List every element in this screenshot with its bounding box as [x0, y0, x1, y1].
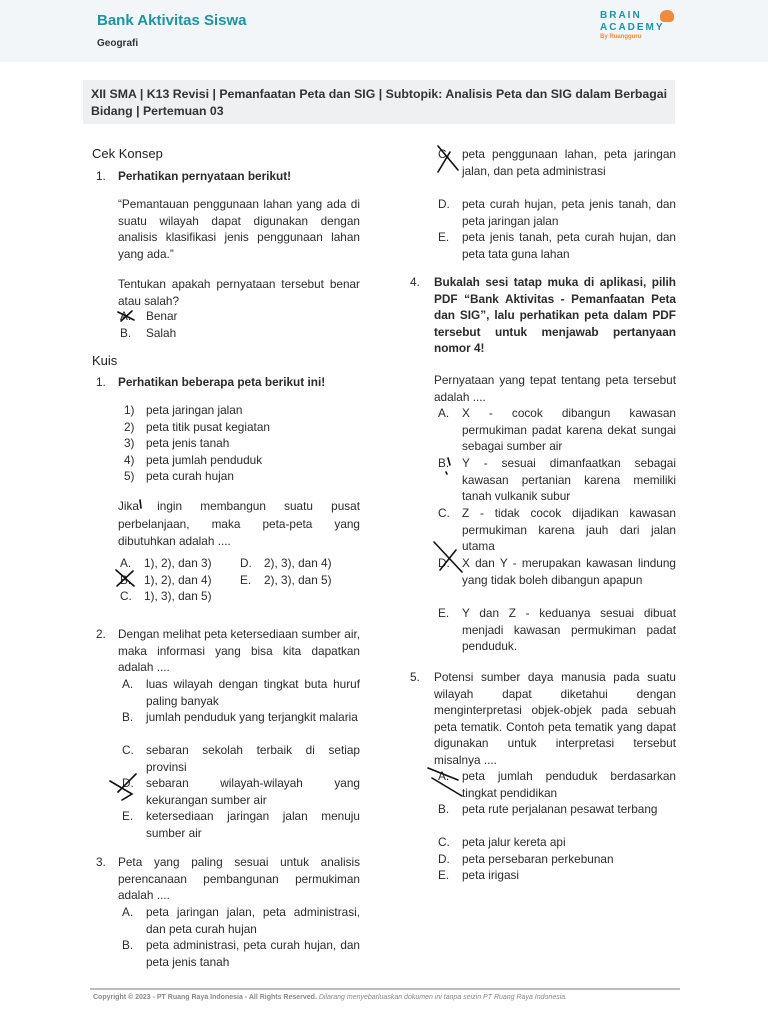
option-text: peta penggunaan lahan, peta jaringan jalan, dan peta administrasi: [462, 147, 676, 178]
topic-banner: XII SMA | K13 Revisi | Pemanfaatan Peta dan SIG | Subtopik: Analisis Peta dan SIG dalam Berbagai Bidang | Pertemuan 03: [83, 80, 675, 124]
list-item: peta jaringan jalan: [146, 403, 243, 417]
option-text: 2), 3), dan 4): [264, 556, 332, 570]
question-title: Bukalah sesi tatap muka di aplikasi, pilih PDF “Bank Aktivitas - Pemanfaatan Peta dan SIG”, lalu perhatikan peta dalam PDF tersebut untuk menjawab pertanyaan nomor 4!: [434, 275, 676, 356]
option-text: peta jenis tanah, peta curah hujan, dan peta tata guna lahan: [462, 230, 676, 261]
logo-icon: [660, 10, 674, 22]
option-text: 1), 2), dan 3): [144, 556, 212, 570]
option-text: luas wilayah dengan tingkat buta huruf paling banyak: [146, 677, 360, 708]
question-text: Peta yang paling sesuai untuk analisis perencanaan pembangunan permukiman adalah ....: [118, 855, 360, 903]
question-title: Perhatikan beberapa peta berikut ini!: [118, 375, 326, 389]
question-ask: Jika ingin membangun suatu pusat perbelanjaan, maka peta-peta yang dibutuhkan adalah ....: [118, 499, 360, 548]
footer: [93, 994, 567, 1001]
list-item: peta jenis tanah: [146, 436, 230, 450]
page-header: [0, 0, 768, 62]
option-text: sebaran wilayah-wilayah yang kekurangan sumber air: [146, 776, 360, 807]
option-text: peta jalur kereta api: [462, 835, 566, 849]
question-ask: Tentukan apakah pernyataan tersebut benar atau salah?: [118, 277, 360, 308]
section-heading-kuis: Kuis: [92, 353, 118, 368]
footer-divider: [90, 988, 680, 990]
question-text: Potensi sumber daya manusia pada suatu wilayah dapat diketahui dengan menginterpretasi objek-objek pada sebuah peta tematik. Contoh peta tematik yang dapat digunakan untuk interpretasi tersebut misalnya ....: [434, 670, 676, 767]
option-text: peta curah hujan, peta jenis tanah, dan peta jaringan jalan: [462, 197, 676, 228]
option-text: peta persebaran perkebunan: [462, 852, 614, 866]
option-text: Y dan Z - keduanya sesuai dibuat menjadi kawasan permukiman padat penduduk.: [462, 606, 676, 654]
notice-text: Dilarang menyebarluaskan dokumen ini tanpa seizin PT Ruang Raya Indonesia.: [318, 994, 568, 1001]
option-text: 1), 3), dan 5): [144, 589, 212, 603]
option-text: 1), 2), dan 4): [144, 573, 212, 587]
option-text: Y - sesuai dimanfaatkan sebagai kawasan pertanian karena memiliki tanah vulkanik subur: [462, 456, 676, 504]
copyright-text: Copyright © 2023 - PT Ruang Raya Indonesia - All Rights Reserved.: [93, 994, 317, 1001]
option-text: peta jaringan jalan, peta administrasi, dan peta curah hujan: [146, 905, 360, 936]
page-title: Bank Aktivitas Siswa: [97, 12, 247, 29]
question-title: Perhatikan pernyataan berikut!: [118, 169, 292, 183]
option-text: Z - tidak cocok dijadikan kawasan permukiman karena jauh dari jalan utama: [462, 506, 676, 554]
section-heading-cek-konsep: Cek Konsep: [92, 146, 163, 161]
option-text: X - cocok dibangun kawasan permukiman padat karena dekat sungai sebagai sumber air: [462, 406, 676, 454]
brain-academy-logo: BRAIN ACADEMY By Ruangguru: [600, 10, 680, 52]
list-item: peta titik pusat kegiatan: [146, 420, 270, 434]
question-text: Pernyataan yang tepat tentang peta tersebut adalah ....: [434, 373, 676, 404]
option-text: X dan Y - merupakan kawasan lindung yang tidak boleh dibangun apapun: [462, 556, 676, 587]
question-quote: “Pemantauan penggunaan lahan yang ada di suatu wilayah dapat digunakan dengan analisis klasifikasi jenis penggunaan lahan yang ada.”: [118, 197, 360, 261]
list-item: peta curah hujan: [146, 469, 234, 483]
list-item: peta jumlah penduduk: [146, 453, 263, 467]
question-text: Dengan melihat peta ketersediaan sumber air, maka informasi yang bisa kita dapatkan adalah ....: [118, 627, 360, 675]
subject-label: Geografi: [97, 38, 139, 49]
option-text: ketersediaan jaringan jalan menuju sumber air: [146, 809, 360, 840]
option-text: sebaran sekolah terbaik di setiap provinsi: [146, 743, 360, 774]
option-b-text: Salah: [146, 326, 177, 340]
option-a-text: Benar: [146, 309, 178, 323]
option-text: peta irigasi: [462, 868, 520, 882]
option-text: 2), 3), dan 5): [264, 573, 332, 587]
option-text: peta jumlah penduduk berdasarkan tingkat pendidikan: [462, 769, 676, 800]
option-text: jumlah penduduk yang terjangkit malaria: [146, 710, 358, 724]
option-text: peta administrasi, peta curah hujan, dan peta jenis tanah: [146, 938, 360, 969]
option-text: peta rute perjalanan pesawat terbang: [462, 802, 658, 816]
